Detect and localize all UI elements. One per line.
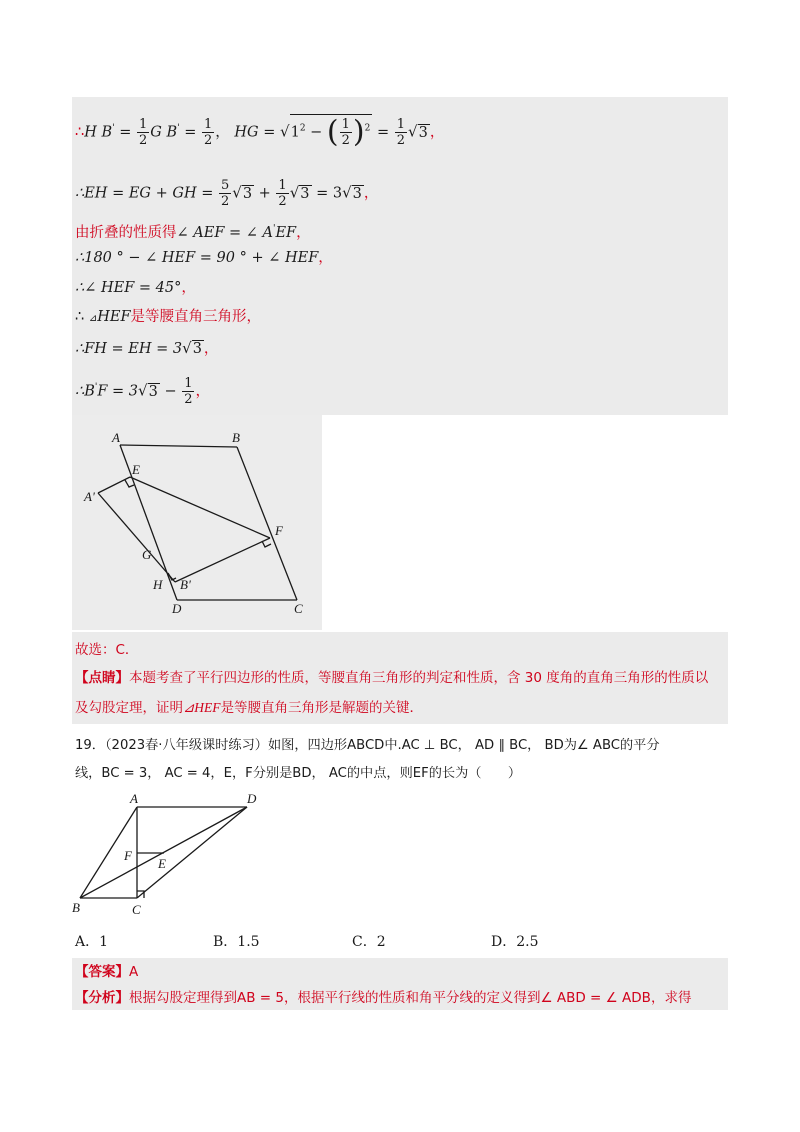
label-F: F bbox=[124, 848, 132, 863]
comment-line-2: 及勾股定理，证明⊿HEF是等腰直角三角形是解题的关键． bbox=[75, 700, 424, 716]
fraction: $\frac{1}{2}$ bbox=[204, 117, 213, 148]
question-19-line-1: 19．（2023春·八年级课时练习）如图，四边形ABCD中.AC ⊥ BC， AD ∥ BC， BD为∠ ABC的平分 bbox=[75, 738, 660, 753]
solution-line-8: ∴B'F = 3√3 − $\frac{1}{2}$ ， bbox=[75, 376, 210, 407]
segment-H-F bbox=[175, 538, 270, 582]
segment-AD bbox=[120, 445, 177, 600]
right-angle-F bbox=[262, 541, 271, 547]
option-B[interactable]: B．1.5 bbox=[213, 934, 260, 950]
label-A: A bbox=[112, 430, 120, 445]
figure-parallelogram-fold bbox=[72, 415, 322, 630]
segment-AB bbox=[120, 445, 237, 447]
analysis-line: 【分析】根据勾股定理得到AB = 5，根据平行线的性质和角平分线的定义得到∠ ABD = ∠ ADB，求得 bbox=[75, 990, 692, 1006]
fraction: $\frac{5}{2}$ bbox=[220, 178, 230, 209]
radicand: $1^2$ − ( $\frac{1}{2}$ )$^2$ bbox=[290, 114, 371, 150]
label-H: H bbox=[153, 577, 163, 592]
answer-choice: 故选：C． bbox=[75, 642, 139, 658]
solution-line-1: ∴H B' = $\frac{1}{2}$ G B' = $\frac{1}{2}$ ， HG = $√1^2$ − ( $\frac{1}{2}$ )$^2$ = $\frac{1}{2}$ √3 ， bbox=[75, 114, 445, 150]
segment-BC bbox=[237, 447, 297, 600]
segment-A-prime-H bbox=[98, 493, 175, 582]
segment-EA-prime bbox=[98, 477, 130, 493]
solution-line-5: ∴∠ HEF = 45°， bbox=[75, 280, 196, 296]
label-B: B bbox=[72, 900, 80, 915]
label-F: F bbox=[275, 523, 283, 538]
solution-line-7: ∴FH = EH = 3√3 ， bbox=[75, 339, 219, 357]
label-A-prime: A' bbox=[84, 489, 95, 504]
fraction: $\frac{1}{2}$ bbox=[139, 117, 148, 148]
answer-line: 【答案】A bbox=[75, 964, 139, 980]
label-A: A bbox=[130, 791, 138, 806]
solution-line-2: ∴EH = EG + GH = $\frac{5}{2}$ √3 + $\frac{1}{2}$ √3 = 3√3 ， bbox=[75, 178, 379, 209]
label-D: D bbox=[247, 791, 257, 806]
fraction: $\frac{1}{2}$ bbox=[396, 117, 406, 148]
comment-line-1: 【点睛】本题考查了平行四边形的性质，等腰直角三角形的判定和性质，含 30 度角的直角三角形的性质以 bbox=[75, 670, 709, 686]
label-G: G bbox=[142, 547, 152, 562]
option-A[interactable]: A．1 bbox=[75, 934, 109, 950]
solution-line-6: ∴ ⊿HEF是等腰直角三角形， bbox=[75, 309, 262, 325]
question-19-line-2: 线，BC = 3， AC = 4，E，F分别是BD， AC的中点，则EF的长为（ ） bbox=[75, 766, 522, 781]
label-D: D bbox=[172, 601, 182, 616]
label-E: E bbox=[132, 462, 140, 477]
solution-line-4: ∴180 ° − ∠ HEF = 90 ° + ∠ HEF， bbox=[75, 250, 333, 266]
label-C: C bbox=[132, 902, 141, 917]
label-E: E bbox=[158, 856, 166, 871]
figure-quadrilateral-ABCD bbox=[72, 790, 272, 920]
fraction: $\frac{1}{2}$ bbox=[278, 178, 287, 209]
fraction: $\frac{1}{2}$ bbox=[184, 376, 193, 407]
radical-sign: √ bbox=[280, 122, 290, 141]
solution-line-3: 由折叠的性质得∠ AEF = ∠ A'EF， bbox=[75, 224, 311, 241]
option-C[interactable]: C．2 bbox=[352, 934, 386, 950]
option-D[interactable]: D．2.5 bbox=[491, 934, 539, 950]
label-C: C bbox=[294, 601, 303, 616]
label-B-prime: B' bbox=[180, 577, 191, 592]
label-B: B bbox=[232, 430, 240, 445]
